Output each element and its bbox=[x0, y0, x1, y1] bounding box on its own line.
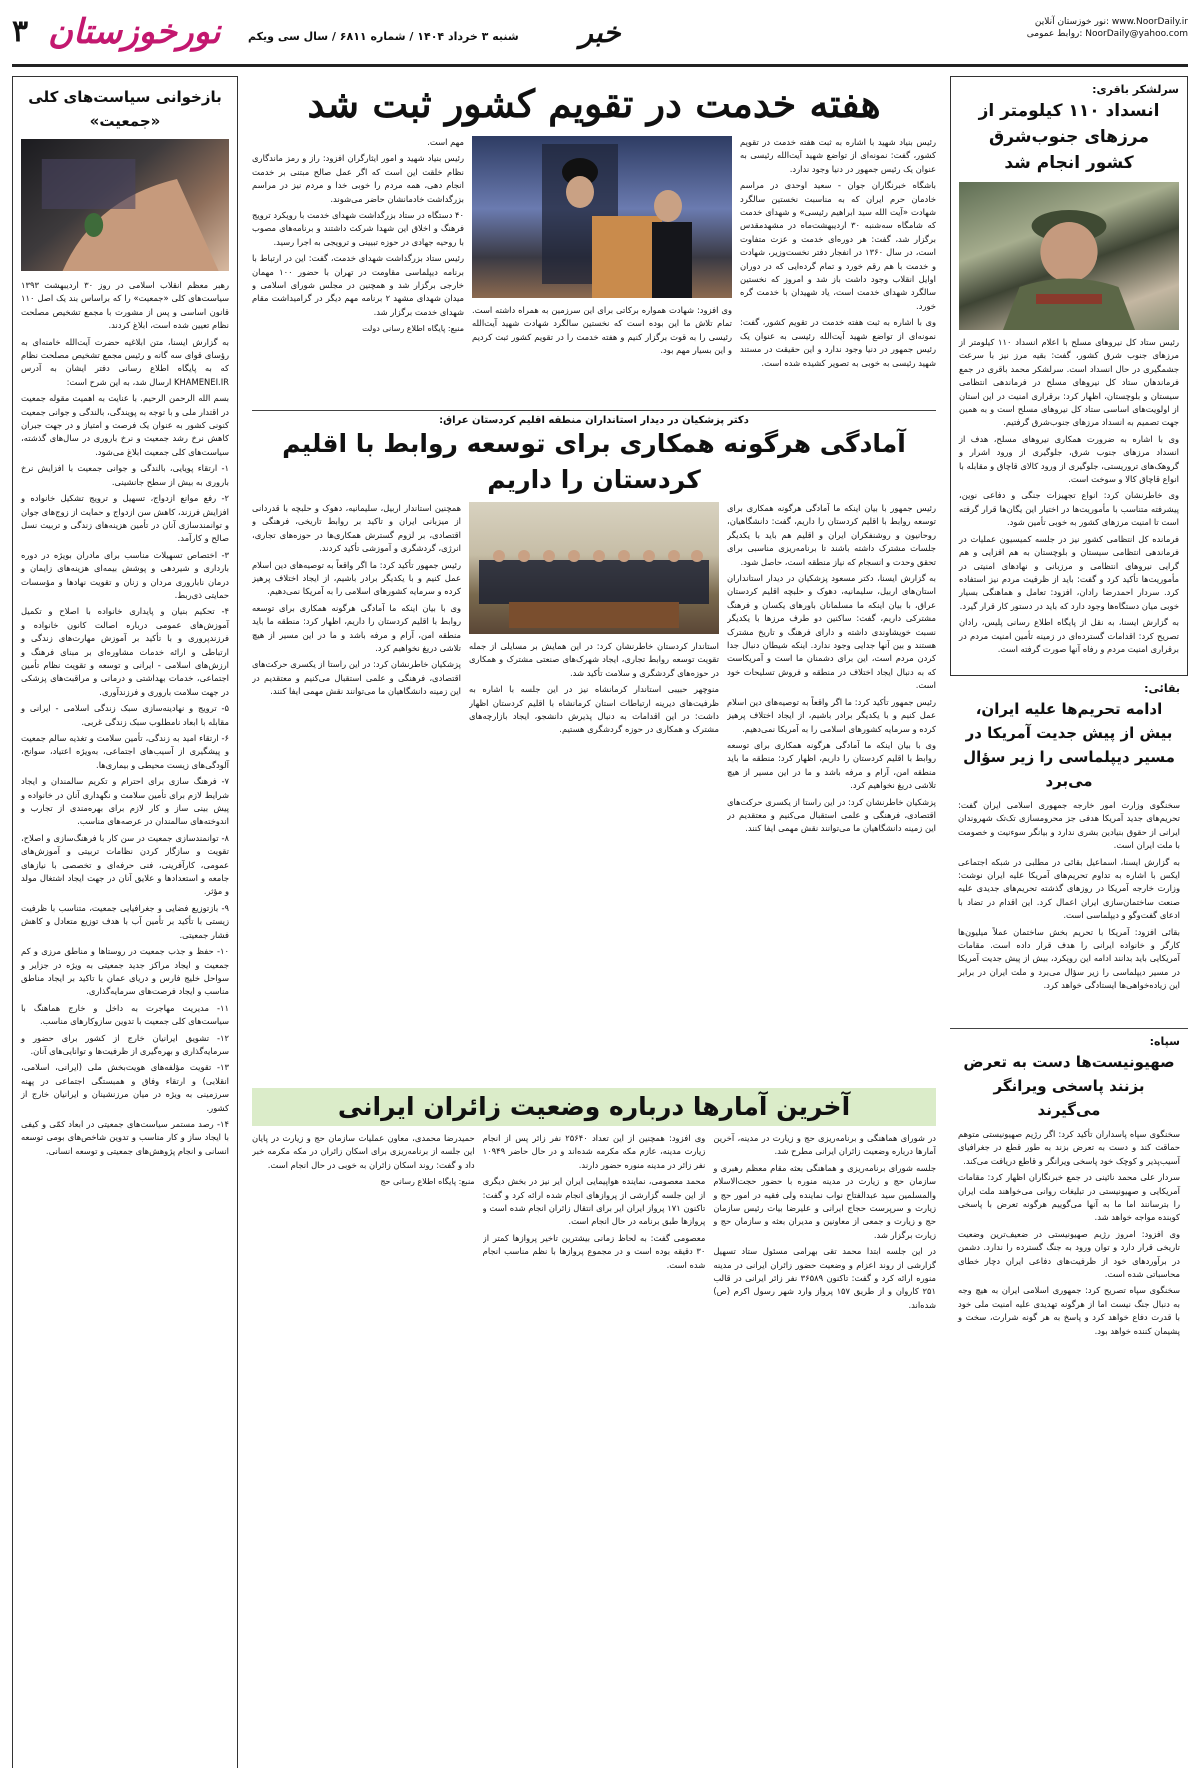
kurd-photo-wrap bbox=[469, 502, 719, 1082]
paragraph: وی با بیان اینکه ما آمادگی هرگونه همکاری برای توسعه روابط با اقلیم کردستان را داریم، اظهار کرد: منطقه ما باید منطقه امن، آرام و مرفه باشد و ما در این مسیر از هیچ تلاشی دریغ نخواهیم کرد. bbox=[727, 739, 936, 791]
story-body bbox=[958, 1128, 1180, 1338]
paragraph: مهم است. bbox=[427, 137, 464, 147]
story-box bbox=[950, 1029, 1188, 1681]
story-credit: منبع: پایگاه اطلاع رسانی دولت bbox=[362, 324, 464, 334]
paragraph: وی افزود: همچنین از این تعداد ۲۵۶۴۰ نفر زائر پس از انجام زیارت مدینه، عازم مکه مکرمه شده‌اند و در حال حاضر ۱۰۹۴۹ نفر زائر در مدینه منوره حضور دارند. bbox=[482, 1133, 706, 1170]
page-number: ۳ bbox=[12, 14, 29, 49]
paragraph: ۱۴- رصد مستمر سیاست‌های جمعیتی در ابعاد کمّی و کیفی با ایجاد ساز و کار مناسب و تدوین شاخص‌های بومی توسعه انسانی و انجام پژوهش‌های جمعیتی و توسعه انسانی. bbox=[21, 1118, 229, 1156]
story-headline: ادامه تحریم‌ها علیه ایران، بیش از پیش جدیت آمریکا در مسیر دیپلماسی را زیر سؤال می‌برد bbox=[963, 700, 1175, 790]
story-box bbox=[950, 676, 1188, 1028]
paragraph: رئیس جمهور تأکید کرد: ما اگر واقعاً به توصیه‌های دین اسلام عمل کنیم و با یکدیگر برادر باشیم، از ایجاد اختلاف پرهیز کرده و سرمایه کشورهای اسلامی را به آمریکا نمی‌دهیم. bbox=[252, 559, 461, 597]
paragraph: ۴۰ دستگاه در ستاد بزرگداشت شهدای خدمت با رویکرد ترویج فرهنگ و اخلاق این شهدا شرکت داشتند و برنامه‌های مصوب با روحیه جهادی در حوزه تبیینی و ترویجی به اجرا رسید. bbox=[252, 210, 464, 247]
group-photo-art bbox=[469, 502, 719, 634]
story-body-under-photo bbox=[472, 304, 732, 406]
paragraph: رهبر معظم انقلاب اسلامی در روز ۳۰ اردیبهشت ۱۳۹۳ سیاست‌های کلی «جمعیت» را که براساس بند یک اصل ۱۱۰ قانون اساسی و پس از مشورت با مجمع تشخیص مصلحت نظام تعیین شده است، ابلاغ کردند. bbox=[21, 280, 230, 331]
hand-photo-art bbox=[21, 139, 229, 271]
story-box-border bbox=[12, 76, 238, 1768]
paragraph: همچنین استاندار اربیل، سلیمانیه، دهوک و حلبچه با قدردانی از میزبانی ایران و تاکید بر روابط تاریخی، فرهنگی و اقتصادی، بر لزوم گسترش همکاری‌ها در حوزه‌های تجاری، انرژی، گردشگری و آموزشی تأکید کردند. bbox=[252, 503, 461, 554]
paragraph: ۱۰- حفظ و جذب جمعیت در روستاها و مناطق مرزی و کم جمعیت و ایجاد مراکز جدید جمعیتی به ویژه در جزایر و سواحل خلیج فارس و دریای عمان با تاکید بر ایجاد مناطق مناسب و ایجاد فرصت‌های سرمایه‌گذاری. bbox=[21, 946, 229, 997]
divider bbox=[252, 410, 936, 411]
story-headline: آمادگی هرگونه همکاری برای توسعه روابط با اقلیم کردستان را داریم bbox=[282, 429, 906, 494]
left-column bbox=[12, 76, 238, 1768]
paragraph: پزشکیان خاطرنشان کرد: در این راستا از یکسری حرکت‌های اقتصادی، فرهنگی و علمی استقبال می‌کنیم و معتقدیم در این زمینه دانشگاهیان ما می‌توانند نقش مهمی ایفا کنند. bbox=[252, 659, 461, 697]
paragraph: وی خاطرنشان کرد: انواع تجهیزات جنگی و دفاعی نوین، پیشرفته متناسب با مأموریت‌ها در اختیار این یگان‌ها قرار گرفته است تا امنیت مرزهای کشور به خوبی تأمین شود. bbox=[959, 490, 1179, 528]
paragraph: بقائی افزود: آمریکا با تحریم بخش ساختمان عملاً میلیون‌ها کارگر و خانواده ایرانی را هدف قرار داده است. مقامات آمریکایی باید بدانند ادامه این رویکرد، بیش از پیش جدیت آمریکا در مسیر دیپلماسی را زیر سؤال می‌برد و ملت ایران در برابر این زیاده‌خواهی‌ها ایستادگی خواهد کرد. bbox=[958, 926, 1180, 991]
story-body-col2 bbox=[483, 1132, 706, 1632]
story-kicker: سرلشکر باقری: bbox=[1092, 83, 1179, 96]
paragraph: وی با اشاره به ضرورت همکاری نیروهای مسلح، هدف از انسداد مرزهای جنوب شرق، جلوگیری از ورود اشرار و گروهک‌های تروریستی، جلوگیری از ورود کالای قاچاق و مقابله با انواع قاچاق کالا و سوخت است. bbox=[959, 433, 1179, 485]
paragraph: منوچهر حبیبی استاندار کرمانشاه نیز در این جلسه با اشاره به ظرفیت‌های دیرینه ارتباطات استان کرمانشاه با اقلیم کردستان اظهار داشت: در این اقدامات به دنبال پذیرش دانشجو، ایجاد بازارچه‌های مشترک و همکاری در حوزه گردشگری هستیم. bbox=[469, 684, 719, 735]
paragraph: رئیس ستاد بزرگداشت شهدای خدمت، گفت: این در ارتباط با برنامه دیپلماسی مقاومت در تهران با حضور ۱۰۰ مهمان خارجی برگزار شد و همچنین در مجلس شورای اسلامی و میدان شهدای مشهد ۲ برنامه مهم دیگر در گرامیداشت مقام شهدای خدمت برگزار شد. bbox=[252, 253, 464, 317]
main-headline: هفته خدمت در تقویم کشور ثبت شد bbox=[307, 81, 881, 126]
story-body bbox=[21, 279, 229, 1158]
story-headline: انسداد ۱۱۰ کیلومتر از مرزهای جنوب‌شرق کشور انجام شد bbox=[978, 101, 1160, 173]
paragraph: وی افزود: امروز رژیم صهیونیستی در ضعیف‌ترین وضعیت تاریخی قرار دارد و توان ورود به جنگ گسترده را ندارد. دشمن در برآوردهای خود از ظرفیت‌های دفاعی ایران دچار خطای محاسباتی شده است. bbox=[958, 1228, 1180, 1280]
paragraph: ۱- ارتقاء پویایی، بالندگی و جوانی جمعیت با افزایش نرخ باروری به بیش از سطح جانشینی. bbox=[21, 463, 229, 487]
hand-photo bbox=[21, 139, 229, 271]
masthead bbox=[12, 12, 1188, 67]
story-headline: آخرین آمارها درباره وضعیت زائران ایرانی bbox=[252, 1088, 936, 1126]
paragraph: ۹- بازتوزیع فضایی و جغرافیایی جمعیت، متناسب با ظرفیت زیستی با تأکید بر تأمین آب با هدف توزیع متعادل و کاهش فشار جمعیتی. bbox=[21, 902, 229, 940]
brand-logo: نورخوزستان bbox=[48, 12, 221, 52]
paragraph: ۸- توانمندسازی جمعیت در سن کار با فرهنگ‌سازی و اصلاح، تقویت و سازگار کردن نظامات تربیتی و آموزش‌های عمومی، کارآفرینی، فنی حرفه‌ای و تخصصی با نیازهای جامعه و استعدادها و علایق آنان در جهت ایجاد اشتغال مولد و مؤثر. bbox=[21, 832, 229, 897]
paragraph: وی با اشاره به ثبت هفته خدمت در تقویم کشور، گفت: نمونه‌ای از تواضع شهید آیت‌الله رئیسی به عنوان یک رئیس جمهور در دنیا وجود ندارد و این حقیقت در مستند شهید رئیسی به خوبی به تصویر کشیده شده است. bbox=[740, 317, 936, 368]
paragraph: در شورای هماهنگی و برنامه‌ریزی حج و زیارت در مدینه، آخرین آمارها درباره وضعیت زائران ایرانی مطرح شد. bbox=[713, 1133, 936, 1157]
story-credit: منبع: پایگاه اطلاع رسانی حج bbox=[380, 1177, 475, 1187]
paragraph: به گزارش ایسنا، متن ابلاغیه حضرت آیت‌الله خامنه‌ای به رؤسای قوای سه گانه و رئیس مجمع تشخیص مصلحت نظام که به پایگاه اطلاع رسانی دفتر ایشان به آدرس KHAMENEI.IR ارسال شد، به این شرح است: bbox=[21, 336, 229, 387]
paragraph: وی افزود: شهادت همواره برکاتی برای این سرزمین به همراه داشته است. تمام تلاش ما این بوده است که نخستین سالگرد شهادت شهید آیت‌الله رئیسی را به قوت برگزار کنیم و هفته خدمت را در تقویم کشور ثبت کردیم و این بسیار مهم بود. bbox=[472, 305, 732, 356]
paragraph: سخنگوی سپاه تصریح کرد: جمهوری اسلامی ایران به هیچ وجه به دنبال جنگ نیست اما از هرگونه تهدیدی علیه امنیت ملی خود با قدرت دفاع خواهد کرد و پاسخ به هر گونه شرارت، سخت و پشیمان کننده خواهد بود. bbox=[958, 1285, 1180, 1336]
story-body-left bbox=[252, 136, 464, 406]
story-body-left bbox=[252, 502, 461, 1082]
paragraph: وی با بیان اینکه ما آمادگی هرگونه همکاری برای توسعه روابط با اقلیم کردستان را داریم، اظهار کرد: منطقه ما باید منطقه امن، آرام و مرفه باشد و ما در این مسیر از هیچ تلاشی دریغ نخواهیم کرد. bbox=[252, 602, 461, 654]
paragraph: ۶- ارتقاء امید به زندگی، تأمین سلامت و تغذیه سالم جمعیت و پیشگیری از آسیب‌های اجتماعی، به‌ویژه اعتیاد، سوانح، آلودگی‌های زیست محیطی و بیماری‌ها. bbox=[21, 733, 229, 770]
kurd-story bbox=[252, 502, 936, 1082]
story-body-under-photo bbox=[469, 640, 719, 1082]
paragraph: به گزارش ایسنا، دکتر مسعود پزشکیان در دیدار استانداران استان‌های اربیل، سلیمانیه، دهوک و حلبچه اقلیم کردستان عراق، با بیان اینکه ما مسلمانان باورهای یکسان و فرهنگ مشترکی داریم، گفت: ساکنین دو طرف مرزها با یکدیگر نسبت خویشاوندی داشته و دارای فرهنگ و تاریخ مشترک هستند و بین آنها جدایی وجود ندارد. اینکه شیطان دنبال جدا کردن مردم است، این برای دشمنان ما است و آمریکاست که به دنبال ایجاد اختلاف در منطقه و فروش تسلیحات خود است. bbox=[727, 573, 936, 691]
main-photo-art bbox=[472, 136, 732, 298]
paragraph: رئیس جمهور با بیان اینکه ما آمادگی هرگونه همکاری برای توسعه روابط با اقلیم کردستان را داریم، گفت: دانشگاهیان، روحانیون و روشنفکران ایران و اقلیم هم باید با یکدیگر جلسات مشترک داشته باشند تا برنامه‌ریزی مناسبی برای تحقق وحدت و انسجام که نیاز منطقه است، حاصل شود. bbox=[727, 503, 936, 567]
paragraph: ۴- تحکیم بنیان و پایداری خانواده با اصلاح و تکمیل آموزش‌های عمومی درباره اصالت کانون خانواده و فرزندپروری و با تأکید بر آموزش مهارت‌های زندگی و ارتباطی و ارائه خدمات مشاوره‌ای بر مبنای فرهنگ و ارزش‌های اسلامی - ایرانی و توسعه و تقویت نظام تأمین اجتماعی، خدمات بهداشتی و درمانی و مراقبت‌های پزشکی در جهت سلامت باروری و فرزندآوری. bbox=[21, 606, 229, 697]
soldier-photo bbox=[959, 182, 1179, 330]
soldier-photo-art bbox=[959, 182, 1179, 330]
paragraph: استاندار کردستان خاطرنشان کرد: در این همایش بر مسایلی از جمله تقویت توسعه روابط تجاری، ایجاد شهرک‌های صنعتی مشترک و همکاری در حوزه‌های گردشگری و سلامت تأکید شد. bbox=[469, 641, 719, 678]
story-body-right bbox=[727, 502, 936, 1082]
paragraph: ۱۱- مدیریت مهاجرت به داخل و خارج هماهنگ با سیاست‌های کلی جمعیت با تدوین سازوکارهای مناسب. bbox=[21, 1002, 229, 1027]
paragraph: جلسه شورای برنامه‌ریزی و هماهنگی بعثه مقام معظم رهبری و سازمان حج و زیارت در مدینه منوره با حضور حجت‌الاسلام والمسلمین سید عبدالفتاح نواب نماینده ولی فقیه در امور حج و زیارت و سرپرست حجاج ایرانی و علیرضا بیات رئیس سازمان حج و زیارت و جمعی از معاونین و مدیران بعثه و سازمان حج و زیارت برگزار شد. bbox=[713, 1162, 936, 1240]
dateline: شنبه ۳ خرداد ۱۴۰۴ / شماره ۶۸۱۱ / سال سی ویکم bbox=[248, 30, 519, 43]
story-body bbox=[959, 336, 1179, 656]
story-headline: بازخوانی سیاست‌های کلی «جمعیت» bbox=[28, 88, 222, 130]
story-kicker: بقائی: bbox=[1144, 682, 1180, 695]
paragraph: در این جلسه ابتدا محمد تقی بهرامی مسئول ستاد تسهیل گزارشی از روند اعزام و وضعیت حضور زائران ایرانی در مدینه منوره ارائه کرد و گفت: تاکنون ۳۶۵۸۹ نفر زائر ایرانی در قالب ۲۵۱ کاروان و از طریق ۱۵۷ پرواز وارد شهر رسول اکرم (ص) شده‌اند. bbox=[713, 1246, 936, 1310]
paragraph: پزشکیان خاطرنشان کرد: در این راستا از یکسری حرکت‌های اقتصادی، فرهنگی و علمی استقبال می‌کنیم و معتقدیم در این زمینه دانشگاهیان ما می‌توانند نقش مهمی ایفا کنند. bbox=[727, 796, 936, 834]
paragraph: ۷- فرهنگ سازی برای احترام و تکریم سالمندان و ایجاد شرایط لازم برای تأمین سلامت و نگهداری آنان در خانواده و پیش بینی ساز و کار لازم برای بهره‌مندی از تجارب و اندوخته‌های سالمندان در عرصه‌های مناسب. bbox=[21, 776, 229, 827]
center-column bbox=[252, 76, 936, 1768]
paragraph: سردار علی محمد نائینی در جمع خبرنگاران اظهار کرد: مقامات آمریکایی و صهیونیستی در تبلیغات روانی می‌خواهند ملت ایران را بترسانند اما ما به آنها می‌گوییم هرگونه تعرض با پاسخی کوبنده مواجه خواهد شد. bbox=[958, 1172, 1180, 1223]
paragraph: باشگاه خبرنگاران جوان - سعید اوحدی در مراسم خادمان حرم ایران که به مناسبت نخستین سالگرد شهادت «آیت الله سید ابراهیم رئیسی» و شهدای خدمت که شامگاه سه‌شنبه ۳۰ اردیبهشت‌ماه در مشهدمقدس برگزار شد، گفت: هر دوره‌ای خدمت و عزت متفاوت است، در سال ۱۳۶۰ در انفجار دفتر نخست‌وزیر، شهادت و خدمت با هم رقم خورد و تمام گرده‌ایی که در دوران اوایل انقلاب وجود داشت باز شد و امروز که نخستین سالگرد شهدای خدمت است، یاد شهیدان با خدمت گره خورد. bbox=[740, 180, 936, 311]
main-photo bbox=[472, 136, 732, 298]
story-body-col1 bbox=[713, 1132, 936, 1632]
story-body-col3 bbox=[252, 1132, 475, 1632]
pilgrim-story bbox=[252, 1132, 936, 1632]
section-title: خبر bbox=[579, 16, 621, 49]
paragraph: سخنگوی وزارت امور خارجه جمهوری اسلامی ایران گفت: تحریم‌های جدید آمریکا هدفی جز محرومسازی تک‌تک شهروندان ایرانی از حقوق بنیادین بشری ندارد و بیانگر سوءنیت و خصومت با ملت ایران است. bbox=[958, 800, 1180, 851]
paragraph: سخنگوی سپاه پاسداران تأکید کرد: اگر رژیم صهیونیستی متوهم حماقت کند و دست به تعرض بزند به طور قطع در جغرافیای آسیب‌پذیر و کوچک خود پاسخی ویرانگر و قاطع دریافت می‌کند. bbox=[958, 1129, 1180, 1166]
paragraph: ۵- ترویج و نهادینه‌سازی سبک زندگی اسلامی - ایرانی و مقابله با ابعاد نامطلوب سبک زندگی غربی. bbox=[21, 703, 229, 727]
paragraph: به گزارش ایسنا، اسماعیل بقائی در مطلبی در شبکه اجتماعی ایکس با اشاره به تداوم تحریم‌های آمریکا علیه ایران نوشت: وزارت خارجه آمریکا در روزهای گذشته تحریم‌های جدیدی علیه صنعت ساختمان‌سازی ایران اعمال کرد. این اقدام در تضاد با ادعای گفت‌وگو و دیپلماسی است. bbox=[958, 856, 1180, 921]
main-story bbox=[252, 136, 936, 406]
story-box-border bbox=[950, 76, 1188, 676]
paragraph: ۲- رفع موانع ازدواج، تسهیل و ترویج تشکیل خانواده و افزایش فرزند، کاهش سن ازدواج و حمایت از زوج‌های جوان و توانمندسازی آنان در تأمین هزینه‌های زندگی و تربیت نسل صالح و کارآمد. bbox=[21, 493, 229, 544]
paragraph: حمیدرضا محمدی، معاون عملیات سازمان حج و زیارت در پایان این جلسه از برنامه‌ریزی برای اسکان زائران در مکه مکرمه خبر داد و گفت: روند اسکان زائران به خوبی در حال انجام است. bbox=[252, 1133, 475, 1170]
paragraph: فرمانده کل انتظامی کشور نیز در جلسه کمیسیون عملیات در فرماندهی انتظامی سیستان و بلوچستان به هم افزایی و هم گرایی نیروهای انتظامی و مرزبانی و نهادهای امنیتی در مأموریت‌ها تأکید کرد و گفت: باید از ظرفیت مردم نیز استفاده کرد. سردار احمدرضا رادان، افزود: تعامل و هماهنگی بسیار خوبی میان دستگاه‌ها وجود دارد که باید در دستور کار قرار گیرد. bbox=[959, 533, 1179, 611]
paragraph: رئیس ستاد کل نیروهای مسلح با اعلام انسداد ۱۱۰ کیلومتر از مرزهای جنوب شرق کشور، گفت: بقیه مرز نیز با سرعت جشمگیری در حال انسداد است. سرلشکر محمد باقری در جمع فرماندهان ستاد کل نیروهای مسلح در فرماندهی انتظامی سیستان و بلوچستان، اظهار کرد: برقراری امنیت در این استان از اولویت‌های اساسی ستاد کل نیروهای مسلح است و به همین جهت تصمیم به انسداد مرزهای جنوب‌شرق گرفتیم. bbox=[959, 337, 1179, 428]
masthead-meta bbox=[1027, 16, 1188, 40]
story-kicker: سپاه: bbox=[1149, 1035, 1180, 1048]
paragraph: ۳- اختصاص تسهیلات مناسب برای مادران بویژه در دوره بارداری و شیردهی و پوشش بیمه‌ای هزینه‌های زایمان و درمان ناباروری مردان و زنان و تقویت نهادها و مؤسسات حمایتی ذی‌ربط. bbox=[21, 549, 229, 600]
paragraph: ۱۲- تشویق ایرانیان خارج از کشور برای حضور و سرمایه‌گذاری و بهره‌گیری از ظرفیت‌ها و توانایی‌های آنان. bbox=[21, 1032, 229, 1056]
paragraph: ۱۳- تقویت مؤلفه‌های هویت‌بخش ملی (ایرانی، اسلامی، انقلابی) و ارتقاء وفاق و همبستگی اجتماعی در پهنه سرزمینی به ویژه در میان مرزنشینان و ایرانیان خارج از کشور. bbox=[21, 1062, 229, 1113]
paragraph: رئیس جمهور تأکید کرد: ما اگر واقعاً به توصیه‌های دین اسلام عمل کنیم و با یکدیگر برادر باشیم، از ایجاد اختلاف پرهیز کرده و سرمایه کشورهای اسلامی را به آمریکا نمی‌دهیم. bbox=[727, 696, 936, 734]
paragraph: معصومی گفت: به لحاظ زمانی بیشترین تاخیر پروازها کمتر از ۳۰ دقیقه بوده است و در مجموع پروازها با نظم مناسب انجام شده است. bbox=[482, 1232, 706, 1270]
paragraph: رئیس بنیاد شهید و امور ایثارگران افزود: راز و رمز ماندگاری نظام خلقت این است که اگر عمل صالح مبتنی بر خدمت انجام دهی، همه مردم را خوبی خدا و مردم نیز در مراسم بزرگداشت خادمانشان حاضر می‌شوند. bbox=[252, 153, 464, 204]
story-kicker: دکتر پزشکیان در دیدار استانداران منطقه اقلیم کردستان عراق: bbox=[439, 415, 749, 426]
right-column bbox=[950, 76, 1188, 1768]
paragraph: بسم الله الرحمن الرحیم. با عنایت به اهمیت مقوله جمعیت در اقتدار ملی و با توجه به پویندگی، بالندگی و جوانی جمعیت کنونی کشور به عنوان یک فرصت و امتیاز و در جهت جبران کاهش نرخ رشد جمعیت و نرخ باروری در سال‌های گذشته، سیاست‌های کلی جمعیت ابلاغ می‌شود. bbox=[21, 393, 229, 457]
group-photo bbox=[469, 502, 719, 634]
story-headline: صهیونیست‌ها دست به تعرض بزنند پاسخی ویرانگر می‌گیرند bbox=[963, 1053, 1175, 1119]
story-body-right bbox=[740, 136, 936, 406]
paragraph: به گزارش ایسنا، به نقل از پایگاه اطلاع رسانی پلیس، رادان تصریح کرد: اقدامات گسترده‌ای در زمینه تأمین امنیت مردم در برقراری امنیت مردم و رفاه آنها صورت گرفته است. bbox=[959, 617, 1179, 654]
paragraph: محمد معصومی، نماینده هواپیمایی ایران ایر نیز در بخش دیگری از این جلسه گزارشی از پروازهای انجام شده ارائه کرد و گفت: تاکنون ۱۷۱ پرواز ایران ایر برای انتقال زائران انجام شده است و پروازها طبق برنامه در حال انجام است. bbox=[482, 1176, 706, 1227]
story-body bbox=[958, 799, 1180, 993]
email-label[interactable]: روابط عمومی: NoorDaily@yahoo.com bbox=[1026, 29, 1188, 39]
site-label[interactable]: نور خوزستان آنلاین: www.NoorDaily.ir bbox=[1034, 17, 1188, 27]
main-photo-wrap bbox=[472, 136, 732, 406]
paragraph: رئیس بنیاد شهید با اشاره به ثبت هفته خدمت در تقویم کشور، گفت: نمونه‌ای از تواضع شهید آیت‌الله رئیسی به عنوان یک رئیس جمهور در دنیا وجود ندارد. bbox=[740, 137, 936, 174]
newspaper-page bbox=[12, 12, 1188, 1768]
